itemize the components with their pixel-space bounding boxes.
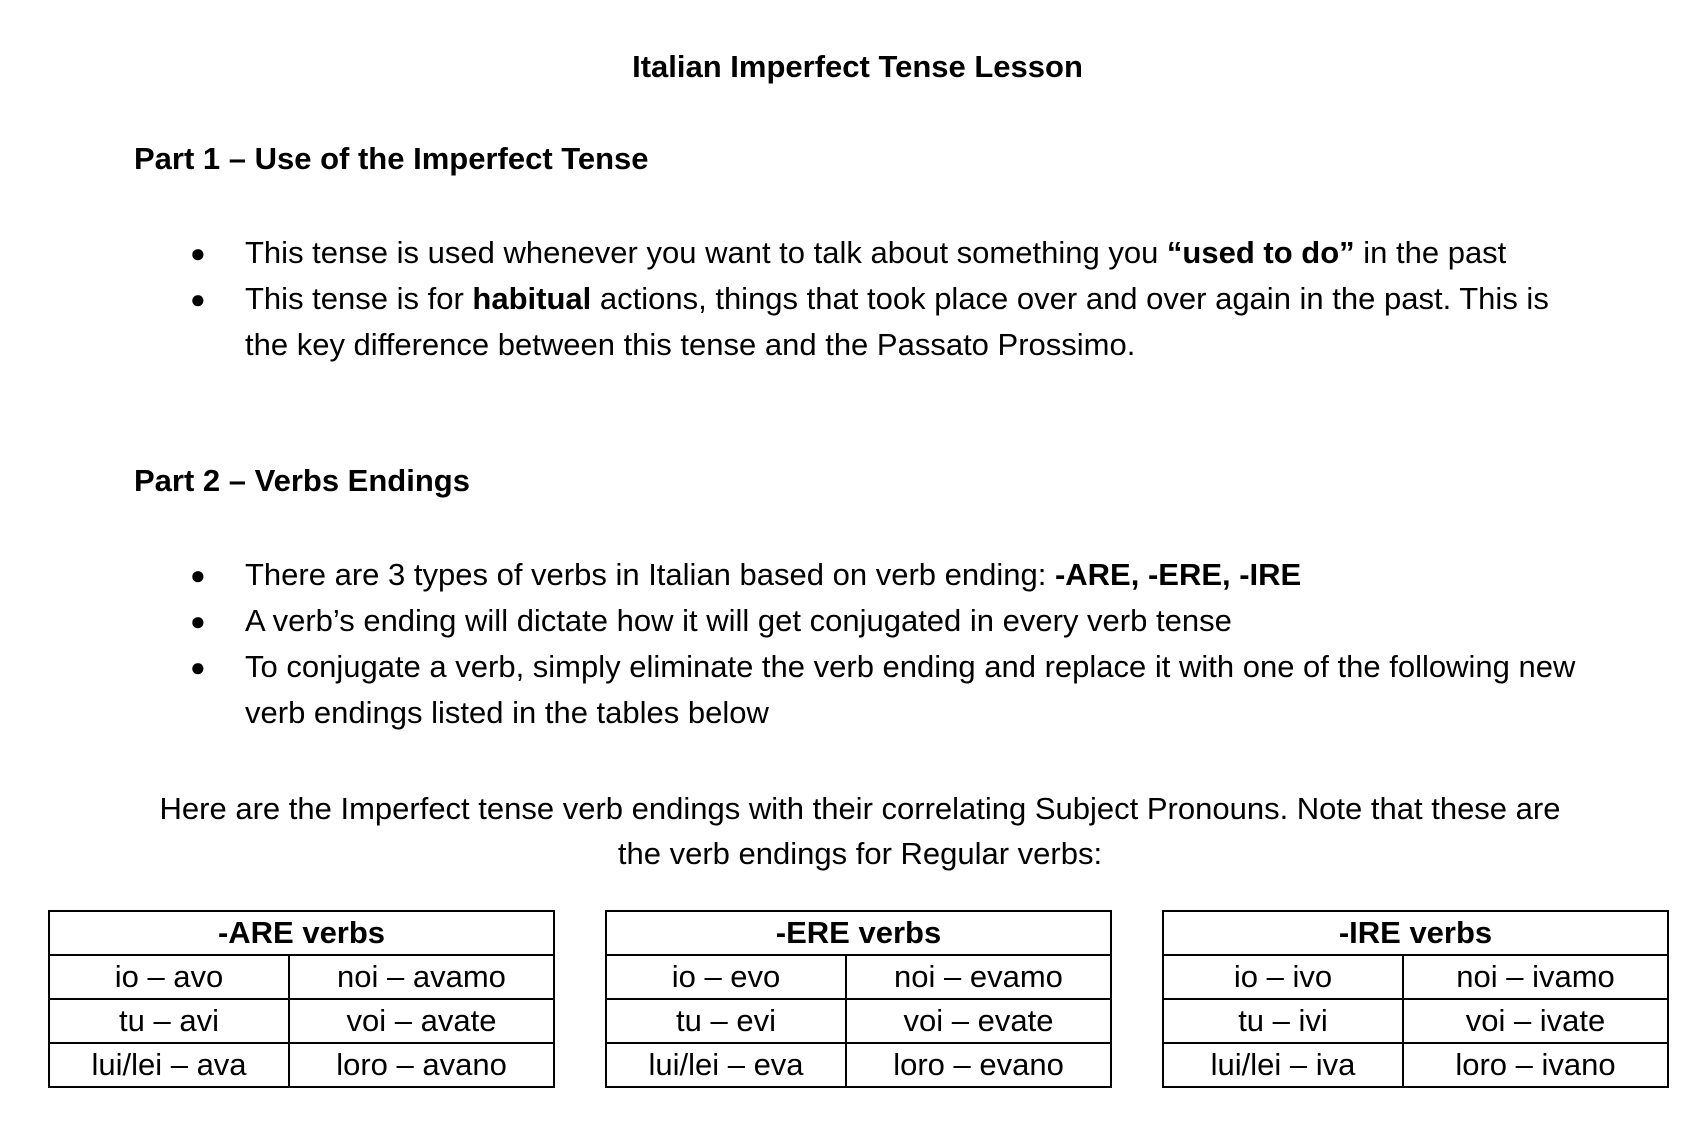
bullet-icon: ● — [190, 284, 206, 314]
table-cell: noi – evamo — [846, 955, 1111, 999]
list-item: ● This tense is used whenever you want to talk about something you “used to do” in the past — [0, 230, 1585, 276]
are-verbs-table — [48, 910, 555, 1088]
bullet-icon: ● — [190, 238, 206, 268]
part2-heading: Part 2 – Verbs Endings — [134, 463, 470, 498]
table-cell: voi – evate — [846, 999, 1111, 1043]
table-cell: loro – ivano — [1403, 1043, 1668, 1087]
table-cell: lui/lei – iva — [1163, 1043, 1403, 1087]
table-row — [49, 999, 554, 1043]
table-cell: lui/lei – ava — [49, 1043, 289, 1087]
table-row — [49, 1043, 554, 1087]
table-row — [1163, 999, 1668, 1043]
table-cell: loro – avano — [289, 1043, 554, 1087]
ere-verbs-table — [605, 910, 1112, 1088]
part1-bullet-list — [0, 230, 1585, 368]
list-item: ● This tense is for habitual actions, things that took place over and over again in the past. This is the key difference between this tense and the Passato Prossimo. — [0, 276, 1585, 368]
table-cell: io – avo — [49, 955, 289, 999]
table-row — [606, 999, 1111, 1043]
list-item: ● To conjugate a verb, simply eliminate the verb ending and replace it with one of the following new verb endings listed in the tables below — [0, 644, 1585, 736]
table-header: -ARE verbs — [49, 911, 554, 955]
ire-verbs-table — [1162, 910, 1669, 1088]
bullet-icon: ● — [190, 606, 206, 636]
table-cell: voi – avate — [289, 999, 554, 1043]
intro-paragraph: Here are the Imperfect tense verb endings with their correlating Subject Pronouns. Note that these are the verb endings for Regular verbs: — [159, 791, 1561, 871]
table-cell: tu – avi — [49, 999, 289, 1043]
part2-bullet-list — [0, 552, 1585, 736]
table-cell: lui/lei – eva — [606, 1043, 846, 1087]
table-row — [606, 1043, 1111, 1087]
bullet-icon: ● — [190, 652, 206, 682]
list-item: ● A verb’s ending will dictate how it will get conjugated in every verb tense — [0, 598, 1585, 644]
bullet-icon: ● — [190, 560, 206, 590]
table-cell: noi – ivamo — [1403, 955, 1668, 999]
table-cell: voi – ivate — [1403, 999, 1668, 1043]
table-row — [606, 955, 1111, 999]
table-cell: io – evo — [606, 955, 846, 999]
list-item: ● There are 3 types of verbs in Italian based on verb ending: -ARE, -ERE, -IRE — [0, 552, 1585, 598]
table-cell: tu – evi — [606, 999, 846, 1043]
table-cell: io – ivo — [1163, 955, 1403, 999]
table-cell: loro – evano — [846, 1043, 1111, 1087]
table-header: -IRE verbs — [1163, 911, 1668, 955]
table-header: -ERE verbs — [606, 911, 1111, 955]
table-row — [1163, 1043, 1668, 1087]
part1-heading: Part 1 – Use of the Imperfect Tense — [134, 141, 649, 176]
table-cell: noi – avamo — [289, 955, 554, 999]
page-title: Italian Imperfect Tense Lesson — [632, 49, 1083, 84]
table-row — [1163, 955, 1668, 999]
table-cell: tu – ivi — [1163, 999, 1403, 1043]
table-row — [49, 955, 554, 999]
